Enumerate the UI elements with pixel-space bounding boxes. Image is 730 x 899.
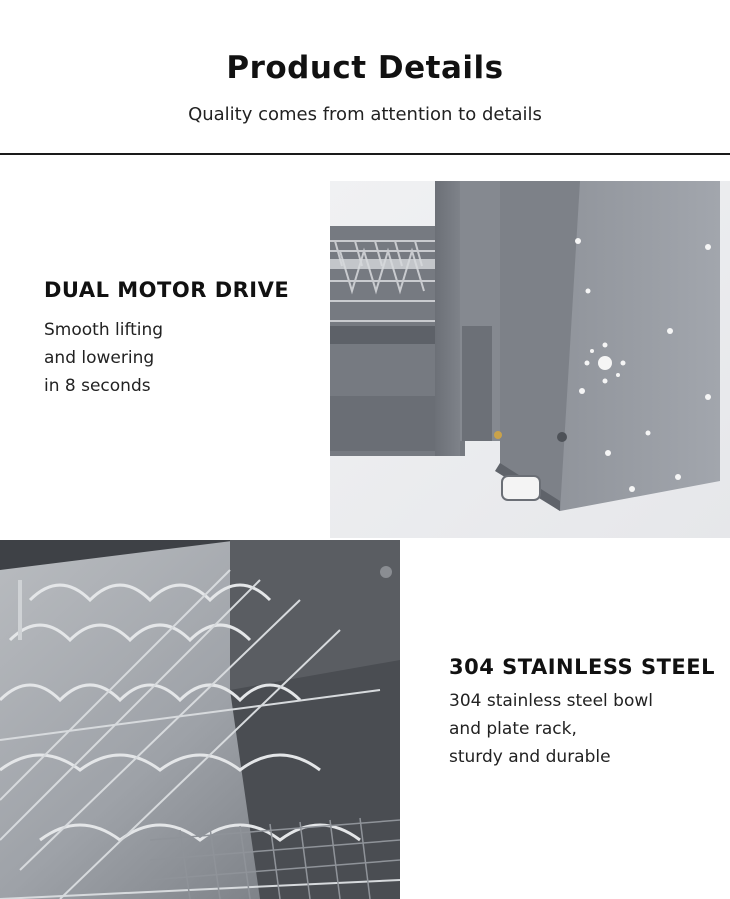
feature-line: and lowering [44,348,155,368]
page-subtitle: Quality comes from attention to details [188,104,542,125]
feature-line: sturdy and durable [449,747,611,767]
page-title: Product Details [226,50,504,86]
stainless-rack-photo [0,540,400,899]
feature-line: in 8 seconds [44,376,151,396]
feature-heading: 304 STAINLESS STEEL [449,655,715,679]
header-divider [0,153,730,155]
feature-line: and plate rack, [449,719,577,739]
feature-line: 304 stainless steel bowl [449,691,653,711]
feature-heading: DUAL MOTOR DRIVE [44,278,290,302]
header [0,0,730,155]
feature-line: Smooth lifting [44,320,164,340]
motor-bracket-photo [330,181,730,538]
